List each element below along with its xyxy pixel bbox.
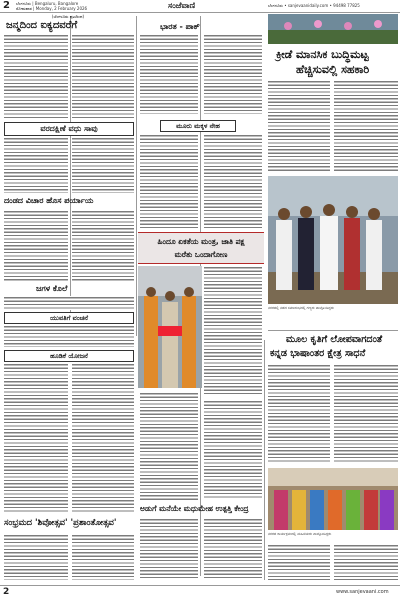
article-text [4,210,68,282]
article-text [204,518,262,580]
right-headline-2-line2: ಕನ್ನಡ ಭಾಷಾಂತರ ಕ್ಷೇತ್ರ ಸಾಧನೆ [270,348,366,359]
top-bar [0,0,400,13]
article-text [72,34,134,120]
article-text [4,296,134,310]
contact-info: ಬೆಂಗಳೂರು • sanjevaanidaily.com • 94498 77825 [268,3,360,8]
article-text [204,400,262,500]
footer-page-number: 2 [3,587,10,597]
article-text [140,392,198,500]
footer-rule [0,585,400,586]
article-text [140,34,198,114]
article-text [140,134,198,228]
article-text [4,363,68,513]
article-text [268,80,330,172]
article-text [4,325,134,347]
column-divider [264,340,265,580]
left-kicker: (ಬೆಂಗಳೂರು ಪುಟದಿಂದ) [51,14,85,19]
right-headline-1-line2: ಹೆಚ್ಚಿಸುವಲ್ಲಿ ಸಹಕಾರಿ [296,63,370,76]
masthead: ಸಂಜೆವಾಣಿ [168,1,196,10]
center-bottom-banner: ಅಡುಗೆ ಮನೆಯೇ ಮಧುಮೇಹ ಉತ್ಪತ್ತಿ ಕೇಂದ್ರ [140,504,249,513]
photo-caption-2: ನಗರದ ಕಾರ್ಯಕ್ರಮದಲ್ಲಿ ಮಹಿಳೆಯರು ಪಾಲ್ಗೊಂಡಿದ್ದರು [268,532,398,542]
left-headline-3: ದಂಡದ ವಿಚಾರ ಹೊಸ ಪರ್ಯಾಯ [4,196,94,205]
left-headline-4: ಜಗಳ ಕೊಲೆ [36,284,68,293]
group-photo-1 [268,176,398,304]
right-headline-1-line1: ಕ್ರೀಡೆ ಮಾನಸಿಕ ಬುದ್ಧಿಮಟ್ಟ [276,48,369,61]
article-text [4,534,68,580]
article-text [334,364,398,464]
banner-line-1: ಹಿಂದೂ ಏಕತೆಯ ಮಂತ್ರ, ಜಾತಿ ಪಕ್ಷ [157,237,245,246]
left-headline-7: ಸಂಭ್ರಮದ 'ಶಿವೋತ್ಸವ' 'ಪ್ರಶಾಂತೋತ್ಸವ' [4,518,117,528]
photo-caption-1: ನಗರದಲ್ಲಿ ನಡೆದ ಸಮಾರಂಭದಲ್ಲಿ ಗಣ್ಯರು ಪಾಲ್ಗೊಂಡಿದ್ದರು [268,306,398,318]
article-text [334,80,398,172]
article-text [204,34,262,114]
group-photo-2 [268,468,398,530]
footer-website[interactable]: www.sanjevaani.com [336,589,389,595]
article-text [268,364,330,464]
article-text [4,34,68,120]
article-text [204,134,262,228]
center-headline-2: ಮೂರು ಮಕ್ಕಳ ನೇಹ [160,120,236,132]
article-text [72,210,134,282]
left-headline-1: ಜನ್ಮದಿಂದ ಐಕ್ಯದವರೆಗೆ [6,20,78,31]
procession-photo [138,266,202,388]
article-text [334,544,398,580]
banner-line-2: ಮರೆತು ಒಂದಾಗೋಣ [174,250,228,259]
article-text [72,534,134,580]
left-headline-5: ಯುವತಿಗೆ ವಂಚನೆ [4,312,134,324]
article-text [72,137,134,193]
article-text [204,266,262,396]
right-headline-2-line1: ಮೂಲ ಕೃತಿಗೆ ಲೋಪವಾಗದಂತೆ [286,334,383,345]
edition-line1: ಬೆಂಗಳೂರು | Bengaluru, Bangalore [16,1,79,6]
center-headline-1: ಭಾರತ - ಪಾಕ್ [160,22,200,31]
edition-info [16,1,87,11]
column-divider [136,16,137,336]
article-text [268,544,330,580]
article-text [140,518,198,580]
center-banner [138,232,264,264]
page-number: 2 [3,0,10,11]
column-divider [70,16,71,316]
top-right-photo [268,14,398,44]
article-text [4,137,68,193]
left-headline-2: ವರದಕ್ಷಿಣೆ ವಧು ಸಾವು [4,122,134,136]
section-rule [268,330,398,331]
edition-line2: ಸೋಮವಾರ | Monday, 2 February 2026 [16,6,88,11]
article-text [72,363,134,513]
left-headline-6: ಹೂಡಿಕೆ ಯೋಜನೆ [4,350,134,362]
